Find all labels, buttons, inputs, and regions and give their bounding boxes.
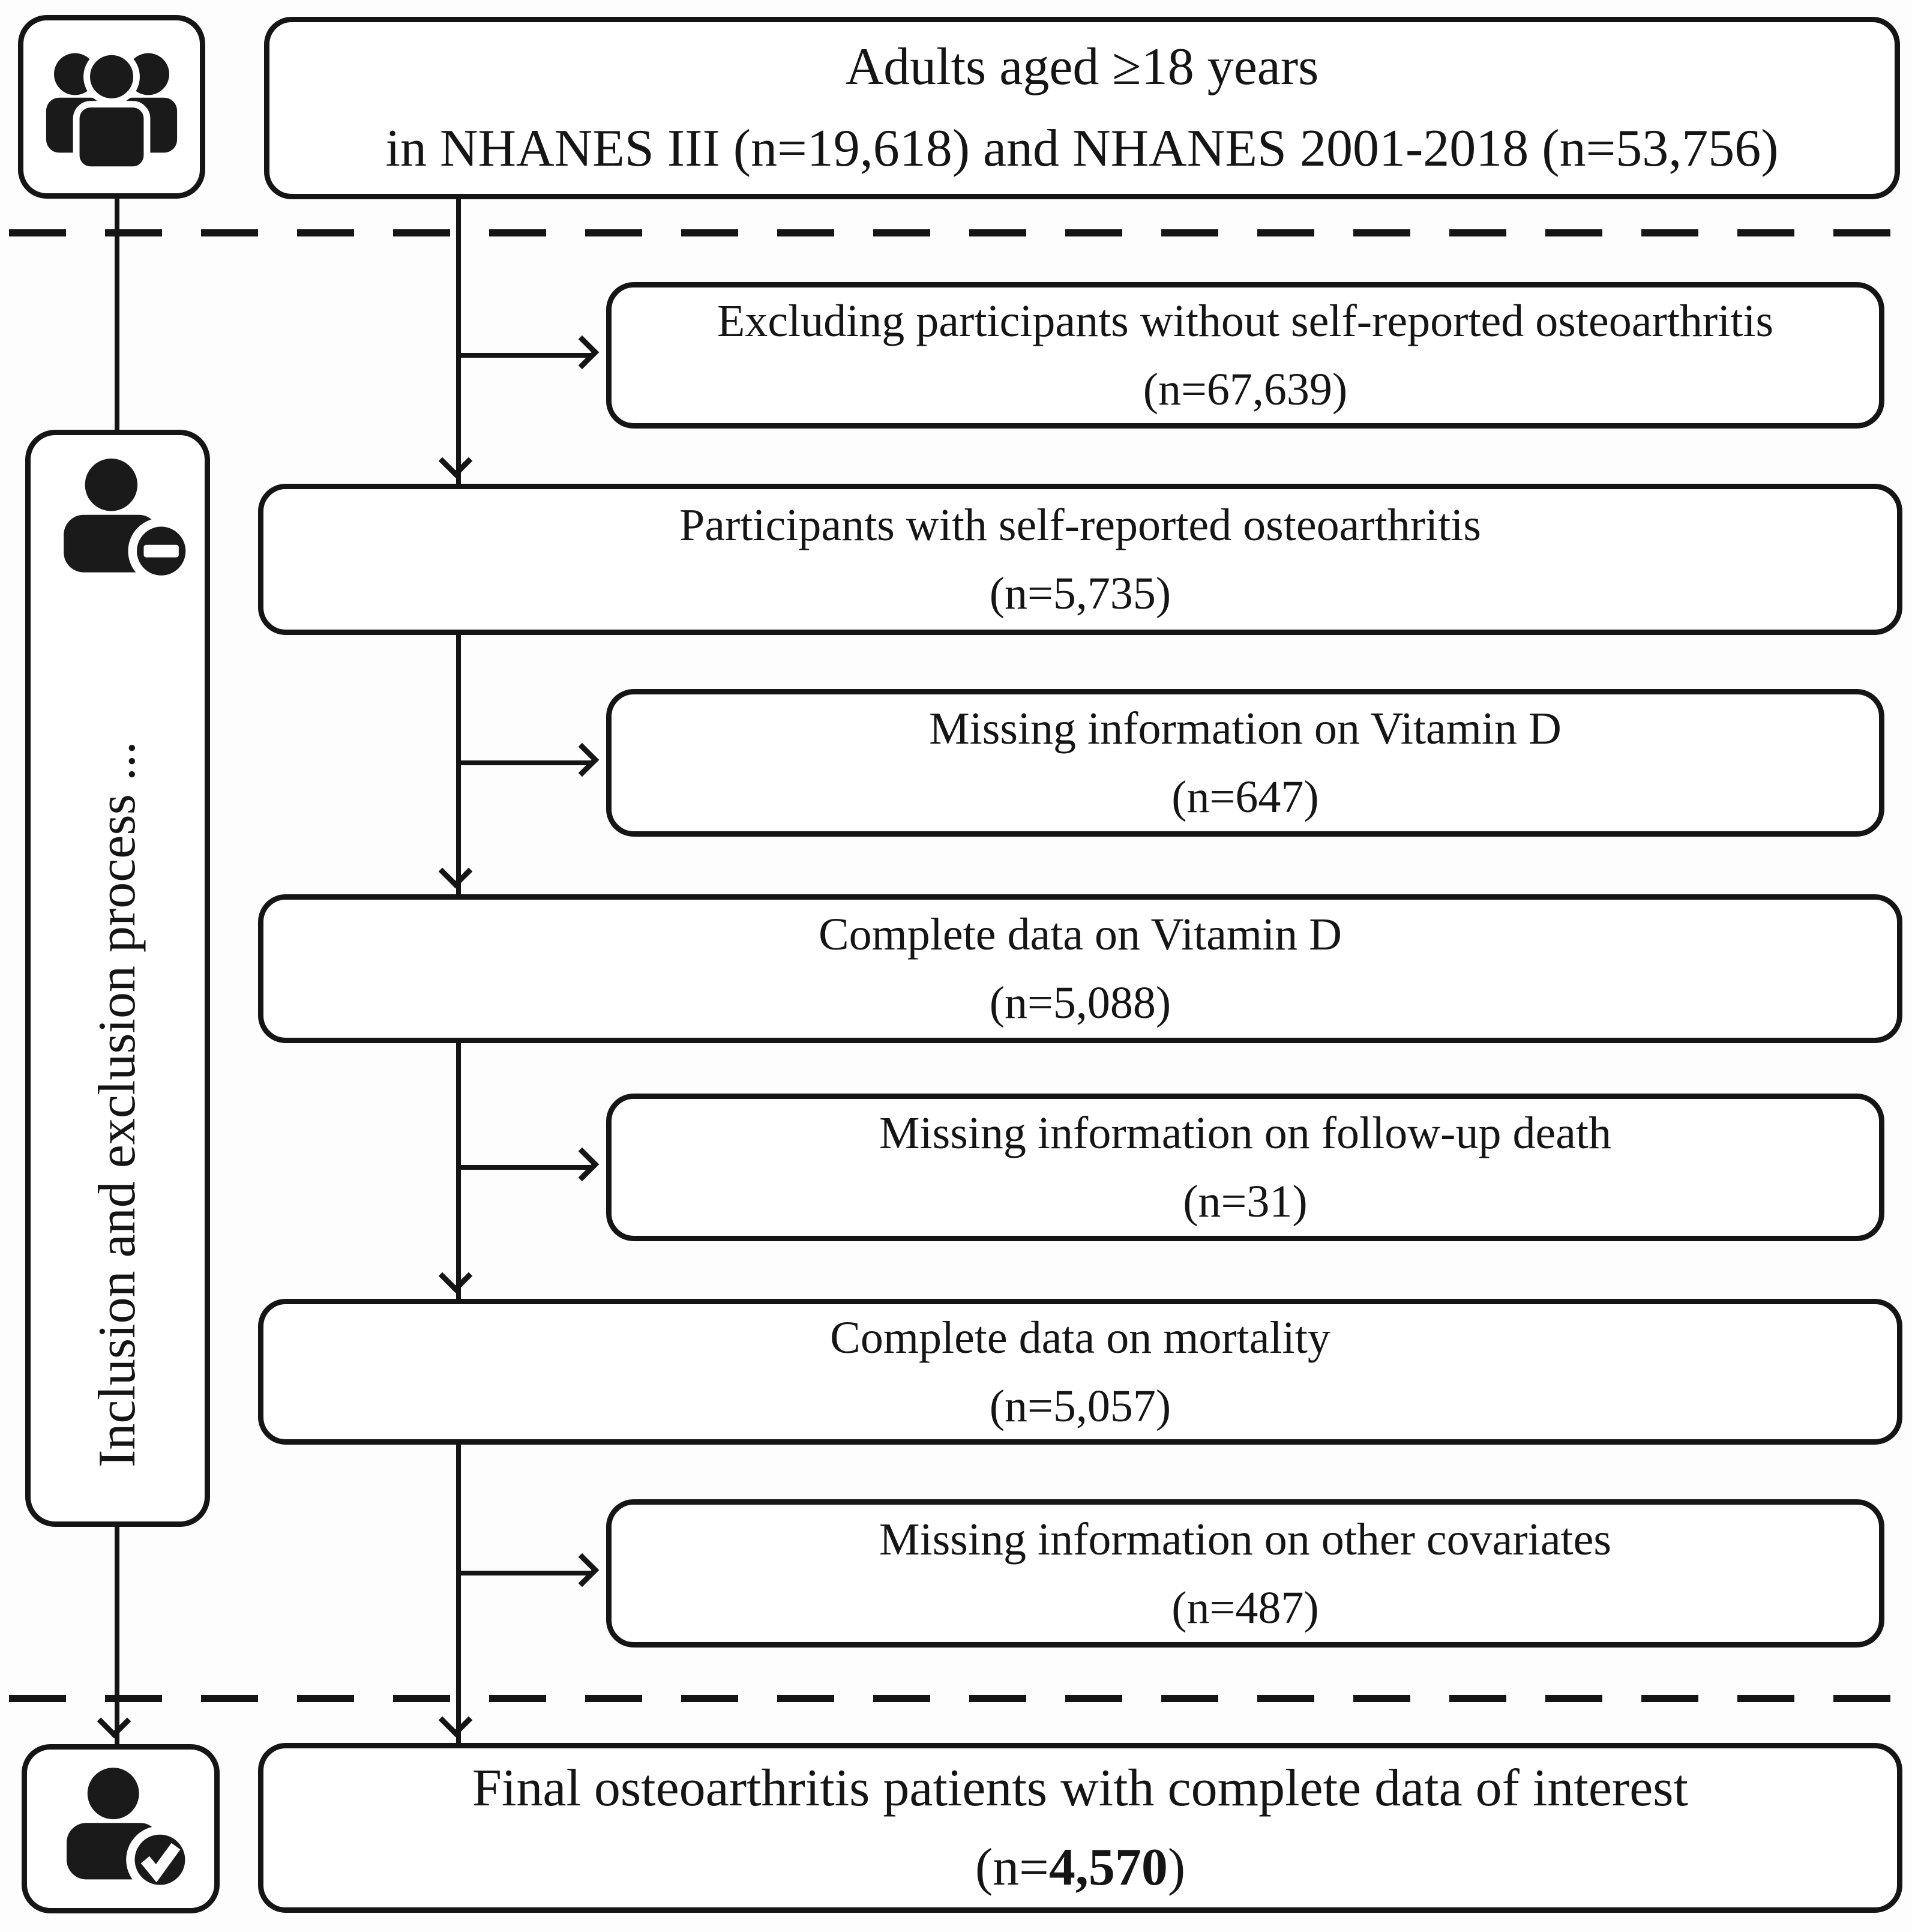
stage-box-count: (n=5,735) <box>989 568 1171 619</box>
population-box <box>264 17 1900 199</box>
arrowhead-right-icon <box>565 1148 600 1182</box>
final-box-text: Final osteoarthritis patients with complete data of interest <box>472 1759 1688 1817</box>
exclusion-box-text: Excluding participants without self-reported osteoarthritis <box>717 296 1774 346</box>
dashed-divider-top <box>9 229 1905 236</box>
exclusion-box-count: (n=647) <box>1171 772 1319 822</box>
exclusion-box-count: (n=31) <box>1183 1176 1308 1227</box>
dashed-divider-bottom <box>9 1695 1905 1702</box>
stage-box-3 <box>258 1299 1902 1445</box>
exclusion-box-count: (n=487) <box>1171 1582 1319 1633</box>
group-icon <box>33 35 190 179</box>
arrowhead-right-icon <box>565 743 600 777</box>
final-box <box>258 1743 1902 1913</box>
exclusion-box-2 <box>606 689 1884 837</box>
final-box-count <box>975 1828 1185 1907</box>
arrowhead-down-icon <box>97 1705 131 1739</box>
final-icon-box <box>22 1744 220 1913</box>
left-flow-line-top <box>115 199 119 430</box>
arrowhead-down-icon <box>439 444 473 478</box>
main-flow-line-4 <box>456 1445 461 1743</box>
exclusion-box-1 <box>606 282 1884 429</box>
final-count-value: 4,570 <box>1048 1838 1168 1897</box>
person-minus-icon <box>46 450 196 588</box>
exclusion-box-text: Missing information on other covariates <box>879 1514 1611 1565</box>
exclusion-box-text: Missing information on follow-up death <box>879 1108 1612 1158</box>
stage-box-text: Participants with self-reported osteoarthritis <box>679 500 1481 550</box>
population-box-line2: in NHANES III (n=19,618) and NHANES 2001-2018 (n=53,756) <box>385 119 1779 178</box>
exclusion-box-3 <box>606 1094 1884 1241</box>
stage-box-2 <box>258 894 1902 1043</box>
stage-box-1 <box>258 484 1902 635</box>
side-panel-label: Inclusion and exclusion process ... <box>88 741 146 1467</box>
arrowhead-down-icon <box>439 1703 473 1738</box>
exclusion-box-text: Missing information on Vitamin D <box>929 703 1562 754</box>
stage-box-count: (n=5,088) <box>989 978 1171 1028</box>
stage-box-count: (n=5,057) <box>989 1380 1171 1431</box>
population-box-line1: Adults aged ≥18 years <box>845 37 1319 96</box>
arrowhead-right-icon <box>565 1553 600 1587</box>
arrowhead-down-icon <box>439 855 473 889</box>
stage-box-text: Complete data on mortality <box>830 1312 1330 1363</box>
exclusion-box-count: (n=67,639) <box>1143 364 1348 415</box>
stage-box-text: Complete data on Vitamin D <box>818 909 1342 960</box>
population-icon-box <box>18 15 205 199</box>
exclusion-box-4 <box>606 1499 1884 1648</box>
main-flow-line-1 <box>456 198 461 484</box>
final-count-prefix: (n= <box>975 1838 1049 1897</box>
person-check-icon <box>46 1762 196 1897</box>
arrowhead-right-icon <box>565 336 600 370</box>
final-count-suffix: ) <box>1167 1838 1186 1897</box>
arrowhead-down-icon <box>439 1259 473 1293</box>
